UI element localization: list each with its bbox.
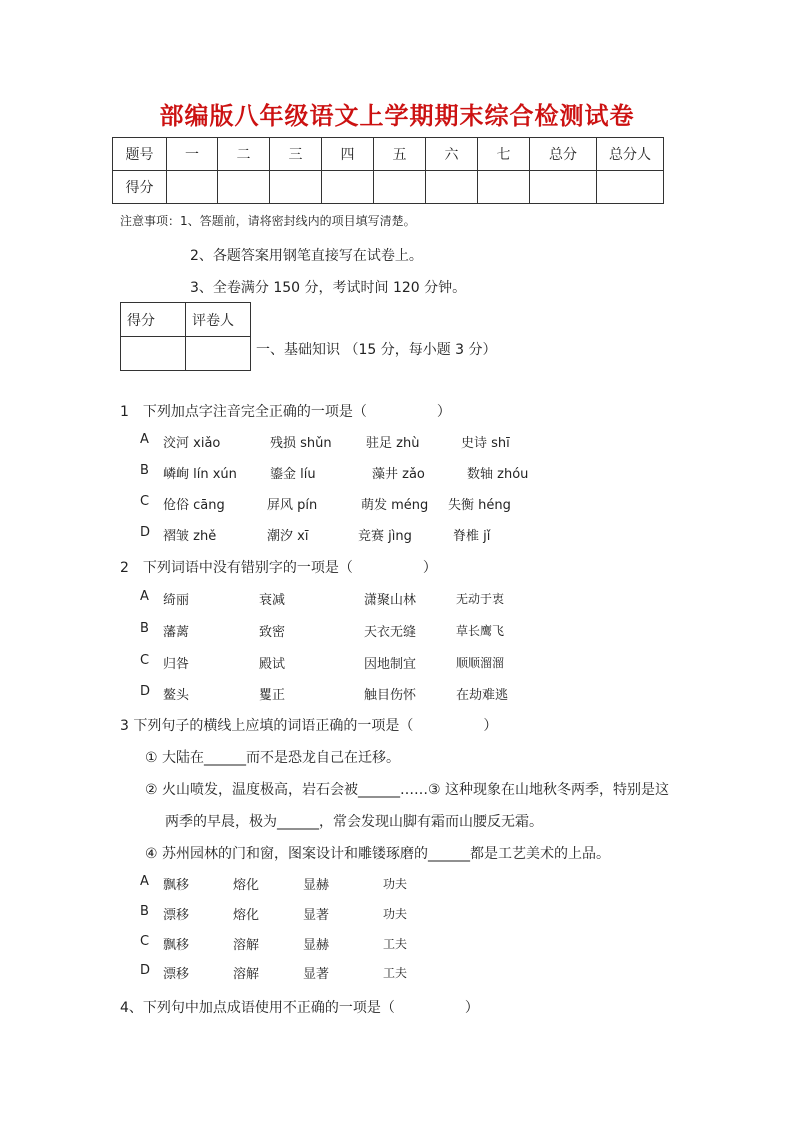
notes-label: 注意事项： <box>120 214 181 228</box>
grader-score-label: 得分 <box>121 303 186 337</box>
option-item: 熔化 <box>233 908 260 923</box>
score-cell[interactable] <box>530 171 597 204</box>
option-letter[interactable]: D <box>140 684 151 699</box>
option-item: 在劫难逃 <box>456 688 509 703</box>
grader-label: 评卷人 <box>186 303 251 337</box>
option-item: 工夫 <box>383 966 408 980</box>
option-letter[interactable]: D <box>140 963 151 978</box>
option-item: 熔化 <box>233 878 260 893</box>
option-item: 显赫 <box>303 938 330 953</box>
question-1-stem: 1 下列加点字注音完全正确的一项是（ ） <box>120 404 451 420</box>
grader-name-cell[interactable] <box>186 337 251 371</box>
option-letter[interactable]: B <box>140 621 149 636</box>
score-cell[interactable] <box>167 171 218 204</box>
score-table-row <box>113 171 664 204</box>
option-letter[interactable]: A <box>140 589 149 604</box>
option-item: 嶙峋 lín xún <box>163 467 237 482</box>
option-item: 归咎 <box>163 657 190 672</box>
score-table-header-row <box>113 138 664 171</box>
option-item: 屏风 pín <box>267 498 318 513</box>
score-table-header: 总分人 <box>597 138 664 171</box>
score-cell[interactable] <box>426 171 478 204</box>
option-item: 失衡 héng <box>448 498 511 513</box>
option-letter[interactable]: B <box>140 904 149 919</box>
page-title: 部编版八年级语文上学期期末综合检测试卷 <box>159 101 635 130</box>
score-cell[interactable] <box>270 171 322 204</box>
option-letter[interactable]: C <box>140 653 150 668</box>
question-3-stem: 3 下列句子的横线上应填的词语正确的一项是（ ） <box>120 718 498 734</box>
option-item: 无动于衷 <box>456 592 505 606</box>
score-cell[interactable] <box>597 171 664 204</box>
option-item: 藻井 zǎo <box>372 467 425 482</box>
option-item: 衰减 <box>259 593 286 608</box>
option-letter[interactable]: C <box>140 494 150 509</box>
option-item: 残损 shǔn <box>270 436 332 451</box>
option-item: 绮丽 <box>163 593 190 608</box>
score-table <box>112 137 664 204</box>
note-item: 3、全卷满分 150 分，考试时间 120 分钟。 <box>190 280 467 296</box>
option-item: 显著 <box>303 908 330 923</box>
option-item: 鎏金 líu <box>270 467 316 482</box>
option-item: 致密 <box>259 625 286 640</box>
option-letter[interactable]: D <box>140 525 151 540</box>
option-letter[interactable]: B <box>140 463 149 478</box>
question-4-stem: 4、下列句中加点成语使用不正确的一项是（ ） <box>120 1000 479 1016</box>
score-table-header: 四 <box>322 138 374 171</box>
option-item: 殿试 <box>259 657 286 672</box>
option-item: 脊椎 jǐ <box>453 529 491 544</box>
option-letter[interactable]: A <box>140 874 149 889</box>
option-item: 草长鹰飞 <box>456 624 505 638</box>
option-item: 矍正 <box>259 688 286 703</box>
score-cell[interactable] <box>322 171 374 204</box>
option-item: 伧俗 cāng <box>163 498 225 513</box>
option-item: 褶皱 zhě <box>163 529 217 544</box>
score-table-header: 一 <box>167 138 218 171</box>
option-item: 溶解 <box>233 967 260 982</box>
option-item: 工夫 <box>383 937 408 951</box>
sentence-2-3: ② 火山喷发，温度极高，岩石会被______……③ 这种现象在山地秋冬两季，特别是这 <box>145 782 670 798</box>
score-table-header: 题号 <box>113 138 167 171</box>
option-item: 潮汐 xī <box>267 529 309 544</box>
option-item: 飘移 <box>163 878 190 893</box>
option-item: 鳌头 <box>163 688 190 703</box>
option-item: 漂移 <box>163 967 190 982</box>
question-2-stem: 2 下列词语中没有错别字的一项是（ ） <box>120 560 437 576</box>
option-item: 显赫 <box>303 878 330 893</box>
option-item: 天衣无缝 <box>364 625 417 640</box>
score-table-header: 三 <box>270 138 322 171</box>
sentence-3-cont: 两季的早晨，极为______，常会发现山脚有霜而山腰反无霜。 <box>165 814 543 830</box>
option-item: 因地制宜 <box>364 657 417 672</box>
option-item: 藩蓠 <box>163 625 190 640</box>
grader-score-cell[interactable] <box>121 337 186 371</box>
option-item: 飘移 <box>163 938 190 953</box>
note-item: 1、答题前，请将密封线内的项目填写清楚。 <box>180 214 416 228</box>
grader-table <box>120 302 251 371</box>
option-item: 竞赛 jìng <box>358 529 412 544</box>
option-item: 史诗 shī <box>461 436 510 451</box>
option-item: 溶解 <box>233 938 260 953</box>
score-table-header: 二 <box>218 138 270 171</box>
option-item: 数轴 zhóu <box>467 467 529 482</box>
score-cell[interactable] <box>374 171 426 204</box>
option-item: 显著 <box>303 967 330 982</box>
option-item: 驻足 zhù <box>366 436 420 451</box>
score-row-label: 得分 <box>113 171 167 204</box>
score-table-header: 六 <box>426 138 478 171</box>
score-table-header: 五 <box>374 138 426 171</box>
note-item: 2、各题答案用钢笔直接写在试卷上。 <box>190 248 423 264</box>
section-heading: 一、基础知识 （15 分，每小题 3 分） <box>256 342 497 358</box>
option-item: 功夫 <box>383 877 408 891</box>
option-letter[interactable]: A <box>140 432 149 447</box>
score-cell[interactable] <box>218 171 270 204</box>
option-item: 顺顺溜溜 <box>456 656 505 670</box>
notes-line-1 <box>120 212 416 229</box>
score-table-header: 总分 <box>530 138 597 171</box>
option-letter[interactable]: C <box>140 934 150 949</box>
option-item: 洨河 xiǎo <box>163 436 221 451</box>
score-table-header: 七 <box>478 138 530 171</box>
option-item: 触目伤怀 <box>364 688 417 703</box>
option-item: 萌发 méng <box>361 498 429 513</box>
option-item: 漂移 <box>163 908 190 923</box>
option-item: 潇聚山林 <box>364 593 417 608</box>
option-item: 功夫 <box>383 907 408 921</box>
sentence-4: ④ 苏州园林的门和窗，图案设计和雕镂琢磨的______都是工艺美术的上品。 <box>145 846 610 862</box>
sentence-1: ① 大陆在______而不是恐龙自己在迁移。 <box>145 750 401 766</box>
score-cell[interactable] <box>478 171 530 204</box>
